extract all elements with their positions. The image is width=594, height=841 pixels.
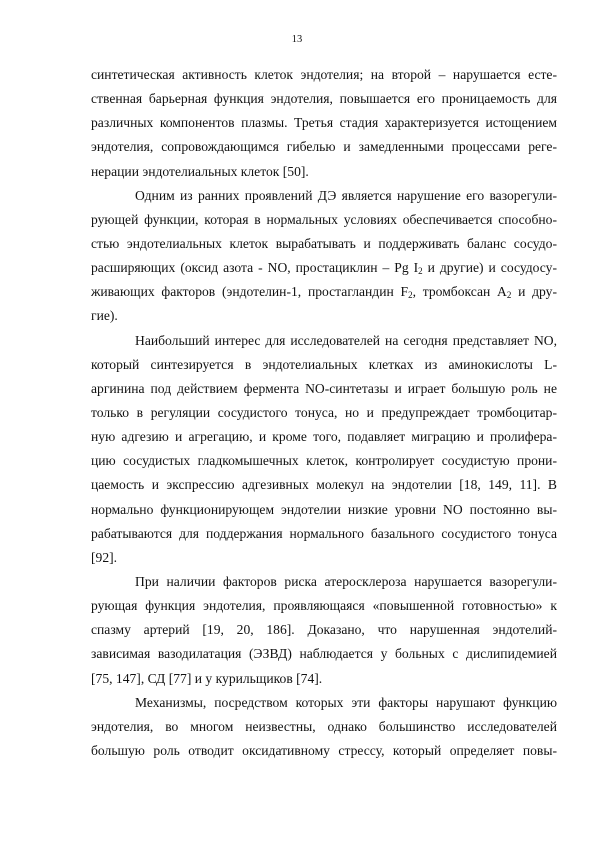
subscript: 2 bbox=[408, 290, 413, 301]
subscript: 2 bbox=[506, 290, 512, 301]
paragraph bbox=[91, 184, 557, 329]
text-segment: и дру- bbox=[511, 284, 558, 300]
text-line: [92]. bbox=[91, 549, 118, 565]
text-line: рабатываются для поддержания нормального базального сосудистого тонуса bbox=[91, 525, 557, 541]
text-line bbox=[91, 256, 557, 280]
text-line: эндотелия, во многом неизвестны, однако большинство исследователей bbox=[91, 718, 557, 734]
text-line: стью эндотелиальных клеток вырабатывать и поддерживать баланс сосудо- bbox=[91, 235, 557, 251]
paragraph bbox=[91, 63, 557, 184]
text-line: гие). bbox=[91, 308, 118, 324]
text-line: эндотелия, сопровождающимся гибелью и замедленными процессами реге- bbox=[91, 139, 557, 155]
text-line: рующей функции, которая в нормальных условиях обеспечивается способно- bbox=[91, 211, 557, 227]
text-segment: и другие) и сосудосу- bbox=[422, 260, 557, 276]
text-segment: расширяющих (оксид азота - NO, простациклин – Pg I bbox=[91, 260, 419, 276]
text-line: При наличии факторов риска атеросклероза нарушается вазорегули- bbox=[135, 573, 557, 589]
text-segment: живающих факторов (эндотелин-1, простагландин F bbox=[91, 284, 409, 300]
text-line: большую роль отводит оксидативному стрессу, который определяет повы- bbox=[91, 742, 557, 758]
text-segment: , тромбоксан A bbox=[412, 284, 507, 300]
text-line: аргинина под действием фермента NO-синтетазы и играет большую роль не bbox=[91, 380, 557, 396]
text-line: нормально функционирующем эндотелии низкие уровни NO постоянно вы- bbox=[91, 501, 557, 517]
text-line: нерации эндотелиальных клеток [50]. bbox=[91, 163, 309, 179]
text-line: спазму артерий [19, 20, 186]. Доказано, что нарушенная эндотелий- bbox=[91, 622, 557, 638]
text-line: зависимая вазодилатация (ЭЗВД) наблюдается у больных с дислипидемией bbox=[91, 646, 557, 662]
text-line: Механизмы, посредством которых эти факторы нарушают функцию bbox=[135, 694, 557, 710]
body-text bbox=[91, 63, 557, 763]
text-line: только в регуляции сосудистого тонуса, но и предупреждает тромбоцитар- bbox=[91, 404, 557, 420]
text-line: цию сосудистых гладкомышечных клеток, контролирует сосудистую прони- bbox=[91, 453, 557, 469]
text-line: Наибольший интерес для исследователей на сегодня представляет NO, bbox=[135, 332, 557, 348]
text-line: [75, 147], СД [77] и у курильщиков [74]. bbox=[91, 670, 323, 686]
text-line: ную адгезию и агрегацию, и кроме того, подавляет миграцию и пролифера- bbox=[91, 429, 557, 445]
page-number: 13 bbox=[291, 34, 303, 45]
text-line: Одним из ранних проявлений ДЭ является нарушение его вазорегули- bbox=[135, 187, 557, 203]
text-line: ственная барьерная функция эндотелия, повышается его проницаемость для bbox=[91, 91, 557, 107]
text-line: цаемость и экспрессию адгезивных молекул на эндотелии [18, 149, 11]. В bbox=[91, 477, 557, 493]
paragraph bbox=[91, 570, 557, 691]
subscript: 2 bbox=[418, 266, 423, 277]
paragraph bbox=[91, 691, 557, 763]
text-line: который синтезируется в эндотелиальных клетках из аминокислоты L- bbox=[91, 356, 557, 372]
paragraph bbox=[91, 329, 557, 570]
text-line: различных компонентов плазмы. Третья стадия характеризуется истощением bbox=[91, 115, 557, 131]
text-line: синтетическая активность клеток эндотелия; на второй – нарушается есте- bbox=[91, 67, 557, 82]
text-line: рующая функция эндотелия, проявляющаяся «повышенной готовностью» к bbox=[91, 598, 557, 614]
text-line bbox=[91, 280, 557, 304]
